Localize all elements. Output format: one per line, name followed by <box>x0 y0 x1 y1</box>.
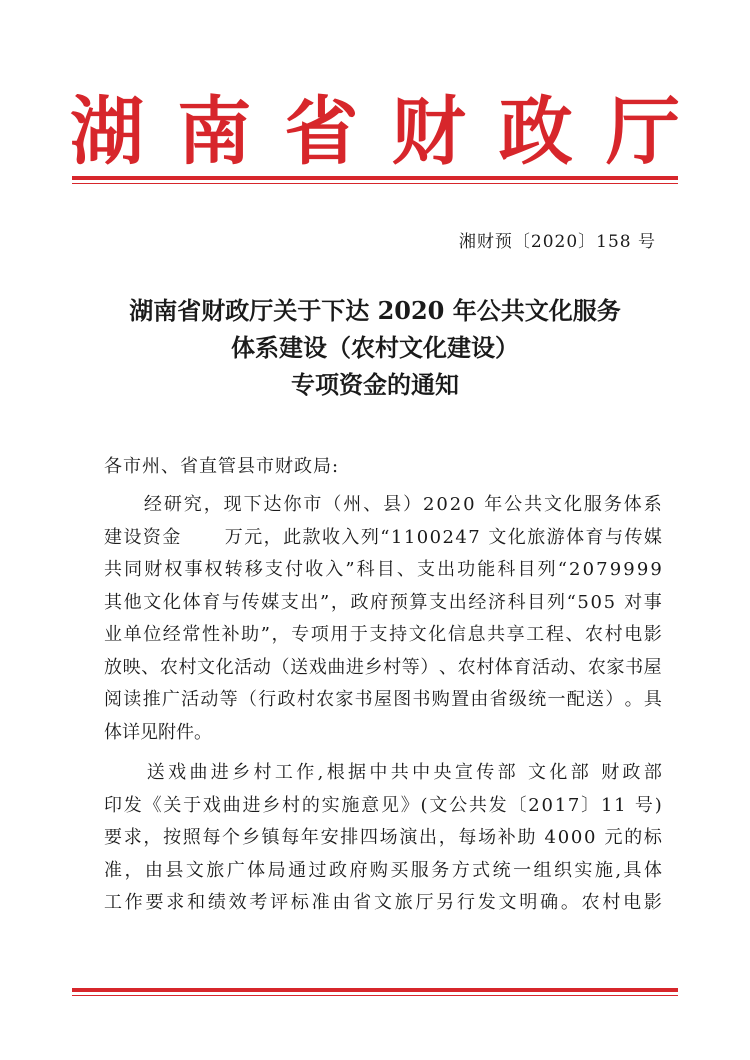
body-line: 工 作 要 求 和 绩 效 考 评 标 准 由 省 文 旅 厅 另 行 发 文 明 确 。 农 村 电 影 <box>104 892 662 913</box>
document-title <box>70 292 680 403</box>
title-line: 体系建设（农村文化建设） <box>231 333 519 362</box>
masthead-char: 厅 <box>605 89 680 175</box>
header-rule-thin <box>72 183 678 184</box>
body-line: 要 求 ， 按 照 每 个 乡 镇 每 年 安 排 四 场 演 出 ， 每 场 补 助 4 0 0 0 元 的 标 <box>104 827 662 848</box>
body-line: 建 设 资 金 万 元 ， 此 款 收 入 列 “ 1 1 0 0 2 4 7 文 化 旅 游 体 育 与 传 媒 <box>104 526 662 548</box>
document-body <box>104 489 662 920</box>
title-line: 专项资金的通知 <box>291 370 459 399</box>
body-line: 送 戏 曲 进 乡 村 工 作 , 根 据 中 共 中 央 宣 传 部 文 化 部 财 政 部 <box>146 762 662 783</box>
body-line: 其 他 文 化 体 育 与 传 媒 支 出 ” ， 政 府 预 算 支 出 经 济 科 目 列 “ 5 0 5 对 事 <box>104 591 662 613</box>
body-line: 印 发 《 关 于 戏 曲 进 乡 村 的 实 施 意 见 》 ( 文 公 共 发 〔 2 0 1 7 〕 1 1 号 ) <box>104 794 662 816</box>
body-line: 放 映 、 农 村 文 化 活 动 （ 送 戏 曲 进 乡 村 等 ） 、 农 村 体 育 活 动 、 农 家 书 屋 <box>104 656 662 678</box>
body-line: 体 详 见 附 件 。 <box>104 721 212 743</box>
footer-rule-thick <box>72 988 678 992</box>
footer-rule-thin <box>72 995 678 996</box>
masthead-char: 政 <box>498 89 573 175</box>
masthead-char: 财 <box>391 89 466 175</box>
body-line: 业 单 位 经 常 性 补 助 ” ， 专 项 用 于 支 持 文 化 信 息 共 享 工 程 、 农 村 电 影 <box>104 624 662 645</box>
salutation: 各市州、省直管县市财政局: <box>104 456 340 477</box>
masthead <box>70 84 680 180</box>
header-rule-thick <box>72 176 678 180</box>
masthead-char: 湖 <box>70 89 144 175</box>
document-number: 湘财预〔2020〕158 号 <box>458 232 656 252</box>
body-line: 共 同 财 权 事 权 转 移 支 付 收 入 ” 科 目 、 支 出 功 能 科 目 列 “ 2 0 7 9 9 9 9 <box>104 559 662 580</box>
body-line: 准 ， 由 县 文 旅 广 体 局 通 过 政 府 购 买 服 务 方 式 统 一 组 织 实 施 , 具 体 <box>104 859 662 881</box>
title-line: 湖南省财政厅关于下达 2020 年公共文化服务 <box>129 296 621 325</box>
body-line: 阅 读 推 广 活 动 等 （ 行 政 村 农 家 书 屋 图 书 购 置 由 省 级 统 一 配 送 ） 。 具 <box>104 689 662 710</box>
body-line: 经 研 究 ， 现 下 达 你 市 （ 州 、 县 ） 2 0 2 0 年 公 共 文 化 服 务 体 系 <box>143 494 662 515</box>
masthead-char: 省 <box>284 89 359 175</box>
paragraph-gap <box>104 749 662 757</box>
masthead-char: 南 <box>177 89 252 175</box>
